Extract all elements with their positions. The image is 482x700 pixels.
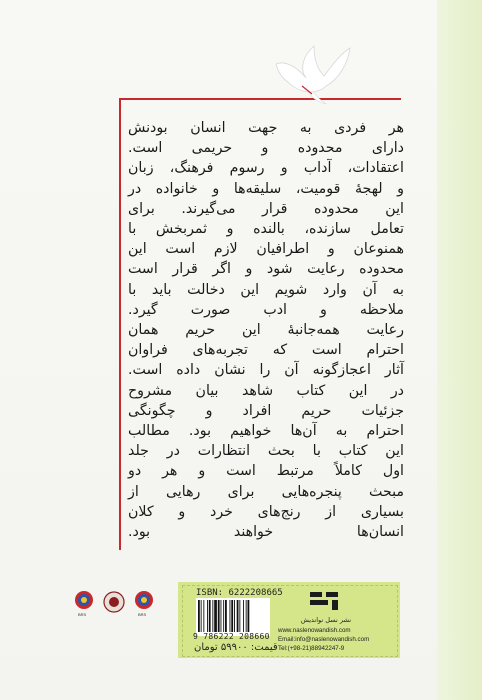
badge-right-label: BRS (138, 612, 147, 617)
body-text-line: این کتاب با بحث انتظارات در جلد (128, 443, 404, 460)
body-text-line: در این کتاب شاهد بیان مشروح (128, 382, 404, 399)
spine-edge-strip (437, 0, 482, 700)
body-text-line: و لهجهٔ قومیت، سلیقه‌ها و خانواده در (128, 180, 404, 197)
body-text-line: آثار اعجازگونه آن را نشان داده است. (128, 362, 404, 379)
body-text-line: اول کاملاً مرتبط است و هر دو (128, 463, 404, 480)
body-text-line: تعامل سازنده، بالنده و ثمربخش با (128, 221, 404, 238)
body-text-line: این محدوده قرار می‌گیرند. برای (128, 200, 404, 217)
publisher-contact (278, 626, 400, 653)
barcode-icon (196, 598, 270, 636)
body-text-line: احترام به آن‌ها خواهیم بود. مطالب (128, 423, 404, 440)
body-text-line: به آن وارد شویم این دخالت باید با (128, 281, 404, 298)
website-text: www.naslenowandish.com (278, 627, 351, 634)
publisher-label: نشر (339, 616, 352, 624)
badge-left-label: BRS (78, 612, 87, 617)
back-cover-description (128, 118, 404, 542)
body-text-line: ملاحظه و ادب صورت گیرد. (128, 301, 404, 318)
body-text-line: هر فردی به جهت انسان بودنش (128, 120, 404, 136)
price-label: قیمت: ۵۹۹۰۰ تومان (194, 642, 278, 653)
email-text: Email:info@naslenowandish.com (278, 636, 370, 643)
barcode-digits: 9 786222 208660 (193, 632, 270, 641)
body-text-line: دارای محدوده و حریمی است. (128, 140, 404, 157)
publisher-logo-icon (306, 588, 344, 614)
body-text-line: انسان‌ها خواهند بود. (128, 524, 404, 541)
body-text-line: اعتقادات، آداب و رسوم فرهنگ، زبان (128, 160, 404, 177)
body-text-line: جزئیات حریم افراد و چگونگی (128, 402, 404, 419)
frame-line-top (119, 98, 401, 100)
body-text-line: بسیاری از رنج‌های خرد و کلان (128, 503, 404, 520)
body-text-line: احترام است که تجربه‌های فراوان (128, 342, 404, 359)
isbn-label: ISBN: 6222208665 (196, 588, 283, 598)
badge-right-icon (135, 591, 153, 609)
phone-text: Tel:(+98-21)88942247-9 (278, 645, 345, 652)
body-text-line: همنوعان و اطرافیان لازم است این (128, 241, 404, 258)
body-text-line: مبحث پنجره‌هایی برای رهایی از (128, 483, 404, 500)
badge-center-icon (104, 592, 124, 612)
publisher-name (296, 616, 356, 624)
body-text-line: رعایت همه‌جانبهٔ این حریم همان (128, 322, 404, 339)
body-text-line: محدوده رعایت شود و اگر قرار است (128, 261, 404, 278)
frame-line-left (119, 98, 121, 550)
badge-left-icon (75, 591, 93, 609)
award-badges (70, 588, 160, 624)
publisher-title: نسل نواندیش (300, 616, 338, 624)
dove-icon (272, 42, 354, 112)
